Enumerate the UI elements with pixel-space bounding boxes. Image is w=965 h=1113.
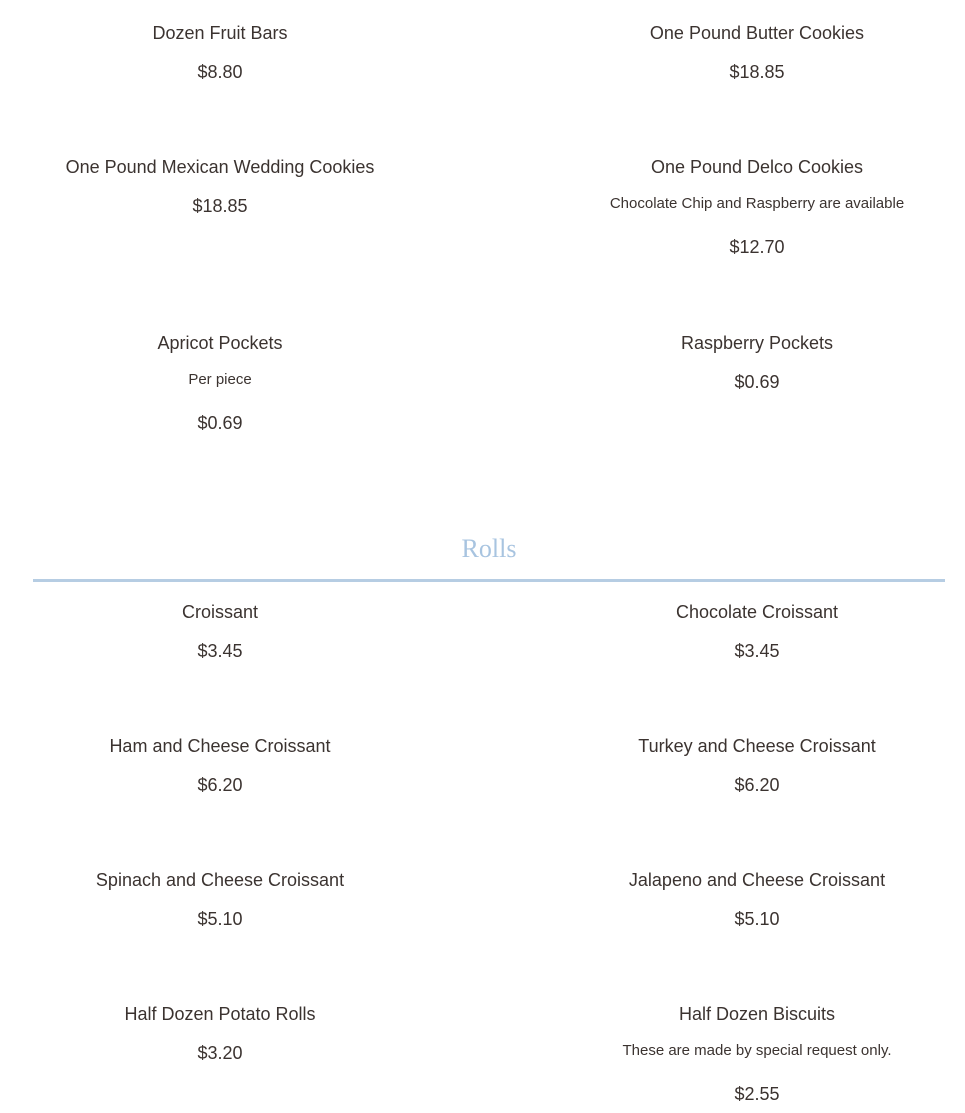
item-price: $18.85 [729, 62, 785, 82]
item-name: Apricot Pockets [157, 333, 283, 353]
item-price: $0.69 [734, 372, 780, 392]
item-name: One Pound Delco Cookies [650, 157, 864, 177]
menu-item-dozen-fruit-bars [0, 22, 440, 83]
item-description: These are made by special request only. [622, 1042, 892, 1059]
item-price: $5.10 [197, 909, 243, 929]
item-price: $6.20 [197, 775, 243, 795]
menu-item-jalapeno-cheese-croissant [537, 869, 965, 930]
item-price: $18.85 [192, 196, 248, 216]
item-name: Ham and Cheese Croissant [109, 736, 331, 756]
item-price: $6.20 [734, 775, 780, 795]
item-name: Half Dozen Biscuits [678, 1004, 836, 1024]
section-divider [33, 579, 945, 582]
item-name: Spinach and Cheese Croissant [95, 870, 345, 890]
menu-item-biscuits [537, 1003, 965, 1105]
item-name: One Pound Mexican Wedding Cookies [65, 157, 375, 177]
menu-item-potato-rolls [0, 1003, 440, 1064]
item-description: Chocolate Chip and Raspberry are available [609, 195, 905, 212]
menu-item-ham-cheese-croissant [0, 735, 440, 796]
menu-item-croissant [0, 601, 440, 662]
item-price: $3.45 [197, 641, 243, 661]
item-name: Jalapeno and Cheese Croissant [628, 870, 886, 890]
item-price: $8.80 [197, 62, 243, 82]
item-price: $0.69 [197, 413, 243, 433]
item-name: One Pound Butter Cookies [649, 23, 865, 43]
menu-item-spinach-cheese-croissant [0, 869, 440, 930]
item-name: Chocolate Croissant [675, 602, 839, 622]
menu-item-apricot-pockets [0, 332, 440, 434]
item-name: Croissant [181, 602, 259, 622]
item-description: Per piece [188, 371, 252, 388]
item-price: $2.55 [734, 1084, 780, 1104]
item-name: Half Dozen Potato Rolls [124, 1004, 316, 1024]
menu-item-delco-cookies [537, 156, 965, 258]
item-price: $3.45 [734, 641, 780, 661]
menu-item-raspberry-pockets [537, 332, 965, 393]
item-price: $12.70 [729, 237, 785, 257]
menu-item-turkey-cheese-croissant [537, 735, 965, 796]
item-name: Raspberry Pockets [680, 333, 834, 353]
item-price: $3.20 [197, 1043, 243, 1063]
item-price: $5.10 [734, 909, 780, 929]
section-title-rolls: Rolls [461, 534, 517, 563]
menu-item-butter-cookies [537, 22, 965, 83]
item-name: Turkey and Cheese Croissant [638, 736, 876, 756]
item-name: Dozen Fruit Bars [152, 23, 288, 43]
menu-item-chocolate-croissant [537, 601, 965, 662]
menu-item-mexican-wedding-cookies [0, 156, 440, 217]
